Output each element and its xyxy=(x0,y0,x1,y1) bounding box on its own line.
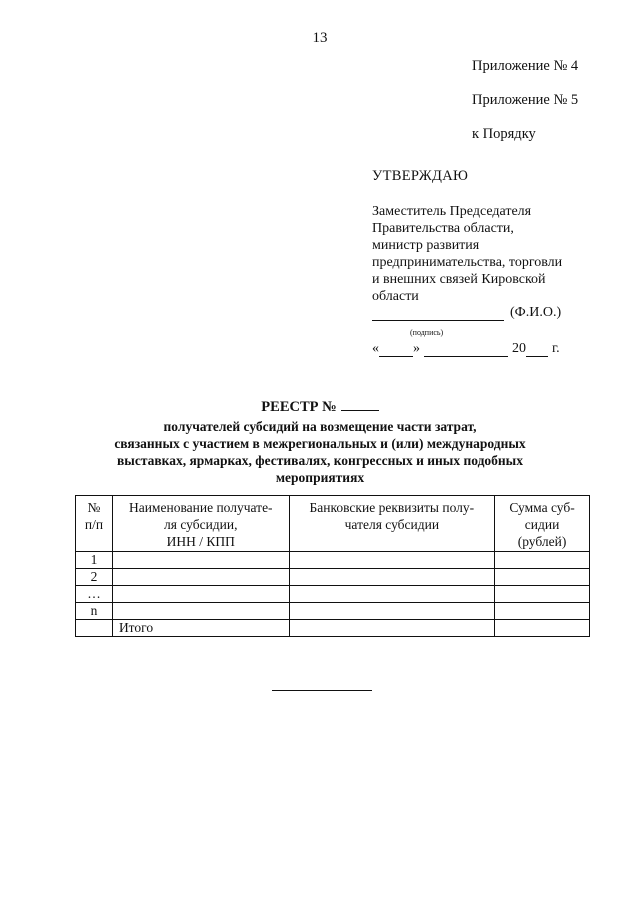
header-line: Наименование получате- xyxy=(128,500,273,515)
appendix-line-1: Приложение № 4 xyxy=(472,58,579,74)
bank-cell xyxy=(289,603,495,620)
amount-cell xyxy=(495,552,590,569)
official-line: Заместитель Председателя xyxy=(372,204,532,219)
header-line: ля субсидии, xyxy=(164,517,238,532)
registry-heading-text: РЕЕСТР № xyxy=(261,399,337,415)
title-line: связанных с участием в межрегиональных и (или) международных xyxy=(114,436,526,451)
amount-cell xyxy=(495,603,590,620)
fio-label: (Ф.И.О.) xyxy=(510,305,562,320)
official-line: и внешних связей Кировской xyxy=(372,272,546,287)
total-bank-cell xyxy=(289,620,495,637)
title-line: выставках, ярмарках, фестивалях, конгрессных и иных подобных xyxy=(117,453,523,468)
table-row xyxy=(76,569,590,586)
date-open-quote: « xyxy=(372,341,379,356)
table-header-row xyxy=(76,496,590,552)
title-line: мероприятиях xyxy=(275,470,365,485)
recipient-cell xyxy=(112,586,289,603)
recipient-cell xyxy=(112,603,289,620)
table-total-row xyxy=(76,620,590,637)
table-row xyxy=(76,586,590,603)
total-label: Итого xyxy=(112,620,289,637)
recipient-cell xyxy=(112,569,289,586)
registry-number-blank xyxy=(341,398,379,411)
page-number: 13 xyxy=(312,30,328,46)
signature-blank xyxy=(372,306,504,321)
date-year: 20 xyxy=(512,341,526,356)
total-number-cell xyxy=(76,620,113,637)
header-line: сидии xyxy=(524,517,560,532)
recipient-cell xyxy=(112,552,289,569)
date-month-blank xyxy=(424,343,508,357)
official-line: министр развития xyxy=(372,238,480,253)
official-line: предпринимательства, торговли xyxy=(372,255,563,270)
amount-cell xyxy=(495,586,590,603)
bank-cell xyxy=(289,569,495,586)
row-number: 2 xyxy=(76,569,113,586)
official-line: области xyxy=(372,289,419,304)
official-line: Правительства области, xyxy=(372,221,514,236)
header-line: № xyxy=(87,500,101,515)
header-line: ИНН / КПП xyxy=(166,534,235,549)
approval-heading: УТВЕРЖДАЮ xyxy=(372,168,469,184)
date-year-blank xyxy=(526,343,548,357)
bank-cell xyxy=(289,552,495,569)
bank-cell xyxy=(289,586,495,603)
date-line xyxy=(372,341,560,357)
registry-table xyxy=(75,495,590,637)
signature-line xyxy=(372,305,561,321)
header-line: Банковские реквизиты полу- xyxy=(309,500,475,515)
appendix-line-2: Приложение № 5 xyxy=(472,92,579,108)
end-divider xyxy=(272,690,372,691)
registry-title xyxy=(70,398,570,486)
header-number xyxy=(76,496,113,552)
header-line: Сумма суб- xyxy=(509,500,575,515)
row-number: … xyxy=(76,586,113,603)
table-row xyxy=(76,552,590,569)
header-line: чателя субсидии xyxy=(344,517,440,532)
total-amount-cell xyxy=(495,620,590,637)
appendix-line-3: к Порядку xyxy=(472,126,536,142)
header-line: (рублей) xyxy=(517,534,567,549)
date-close-quote: » xyxy=(413,341,420,356)
date-day-blank xyxy=(379,343,413,357)
signature-caption: (подпись) xyxy=(410,328,444,337)
title-line: получателей субсидий на возмещение части затрат, xyxy=(163,419,477,434)
official-title xyxy=(372,203,592,305)
header-amount xyxy=(495,496,590,552)
amount-cell xyxy=(495,569,590,586)
date-suffix: г. xyxy=(552,341,560,356)
registry-heading xyxy=(70,398,570,416)
header-line: п/п xyxy=(84,517,104,532)
row-number: 1 xyxy=(76,552,113,569)
header-bank-details xyxy=(289,496,495,552)
table-row xyxy=(76,603,590,620)
row-number: n xyxy=(76,603,113,620)
header-recipient xyxy=(112,496,289,552)
